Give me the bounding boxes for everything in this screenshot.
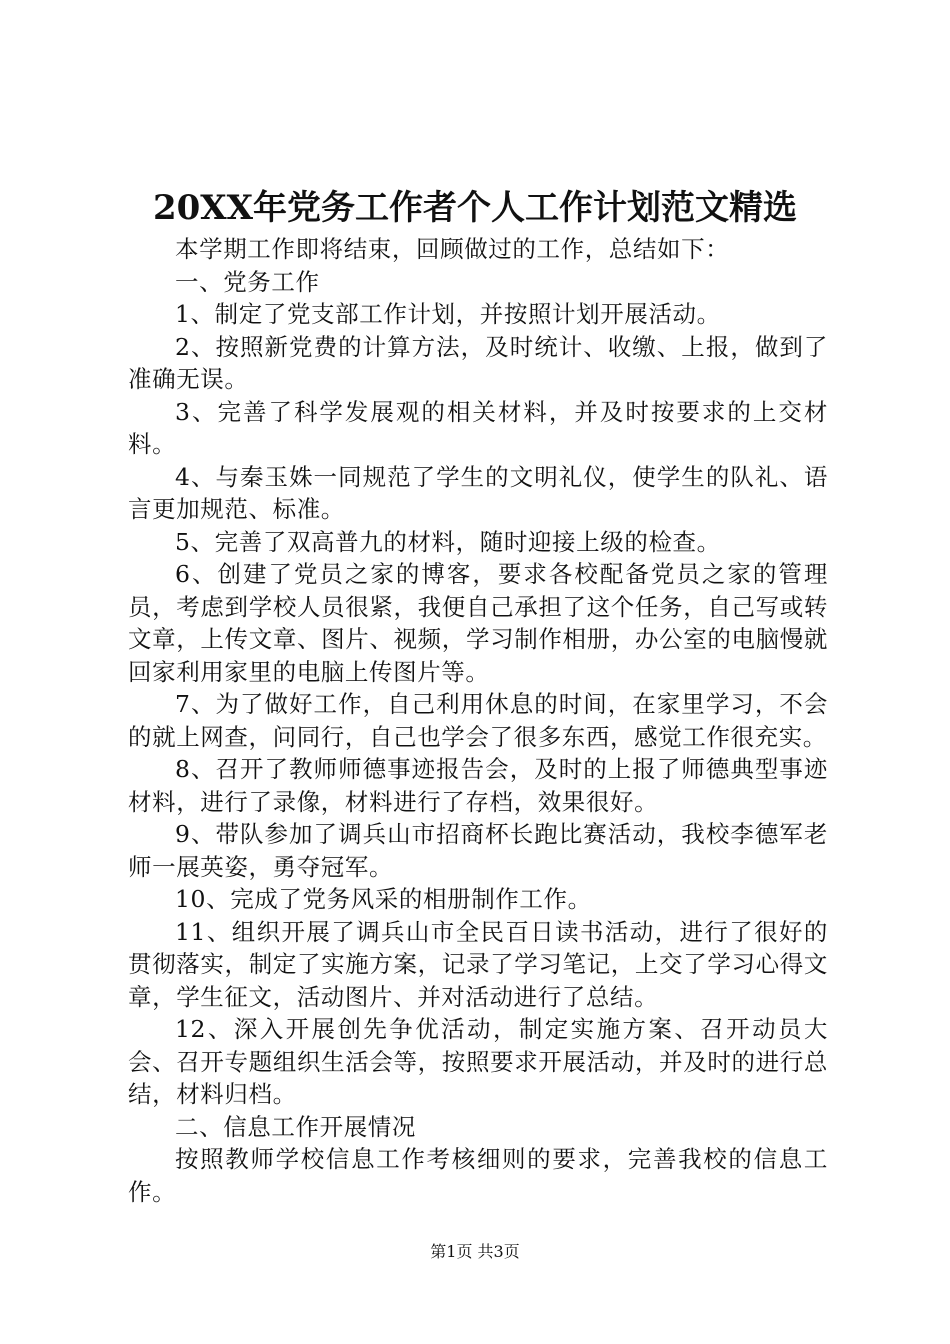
document-body: [128, 233, 828, 1208]
page-footer: 第1页 共3页: [430, 1242, 520, 1261]
paragraph-item-3: 3、完善了科学发展观的相关材料，并及时按要求的上交材料。: [128, 397, 828, 458]
document-title: 20XX年党务工作者个人工作计划范文精选: [152, 188, 798, 228]
paragraph-item-5: 5、完善了双高普九的材料，随时迎接上级的检查。: [175, 527, 721, 556]
paragraph-item-8: 8、召开了教师师德事迹报告会，及时的上报了师德典型事迹材料，进行了录像，材料进行了存档，效果很好。: [128, 755, 828, 816]
section-heading-information-work: 二、信息工作开展情况: [175, 1112, 416, 1141]
paragraph-item-4: 4、与秦玉姝一同规范了学生的文明礼仪，使学生的队礼、语言更加规范、标准。: [128, 462, 828, 523]
paragraph-item-1: 1、制定了党支部工作计划，并按照计划开展活动。: [175, 300, 721, 328]
paragraph-item-2: 2、按照新党费的计算方法，及时统计、收缴、上报，做到了准确无误。: [128, 332, 828, 393]
paragraph-item-6: 6、创建了党员之家的博客，要求各校配备党员之家的管理员，考虑到学校人员很紧，我便自己承担了这个任务，自己写或转文章，上传文章、图片、视频，学习制作相册，办公室的电脑慢就回家利用家里的电脑上传图片等。: [128, 560, 828, 686]
paragraph-item-9: 9、带队参加了调兵山市招商杯长跑比赛活动，我校李德军老师一展英姿，勇夺冠军。: [128, 820, 828, 881]
paragraph-item-10: 10、完成了党务风采的相册制作工作。: [175, 885, 592, 913]
paragraph-item-12: 12、深入开展创先争优活动，制定实施方案、召开动员大会、召开专题组织生活会等，按照要求开展活动，并及时的进行总结，材料归档。: [128, 1015, 828, 1108]
section-heading-party-affairs: 一、党务工作: [175, 267, 320, 296]
paragraph-item-11: 11、组织开展了调兵山市全民百日读书活动，进行了很好的贯彻落实，制定了实施方案，记录了学习笔记，上交了学习心得文章，学生征文，活动图片、并对活动进行了总结。: [128, 917, 828, 1011]
paragraph-intro: 本学期工作即将结束，回顾做过的工作，总结如下：: [175, 235, 730, 263]
paragraph-information-work: 按照教师学校信息工作考核细则的要求，完善我校的信息工作。: [128, 1145, 828, 1206]
paragraph-item-7: 7、为了做好工作，自己利用休息的时间，在家里学习，不会的就上网查，问同行，自己也学会了很多东西，感觉工作很充实。: [128, 690, 828, 751]
